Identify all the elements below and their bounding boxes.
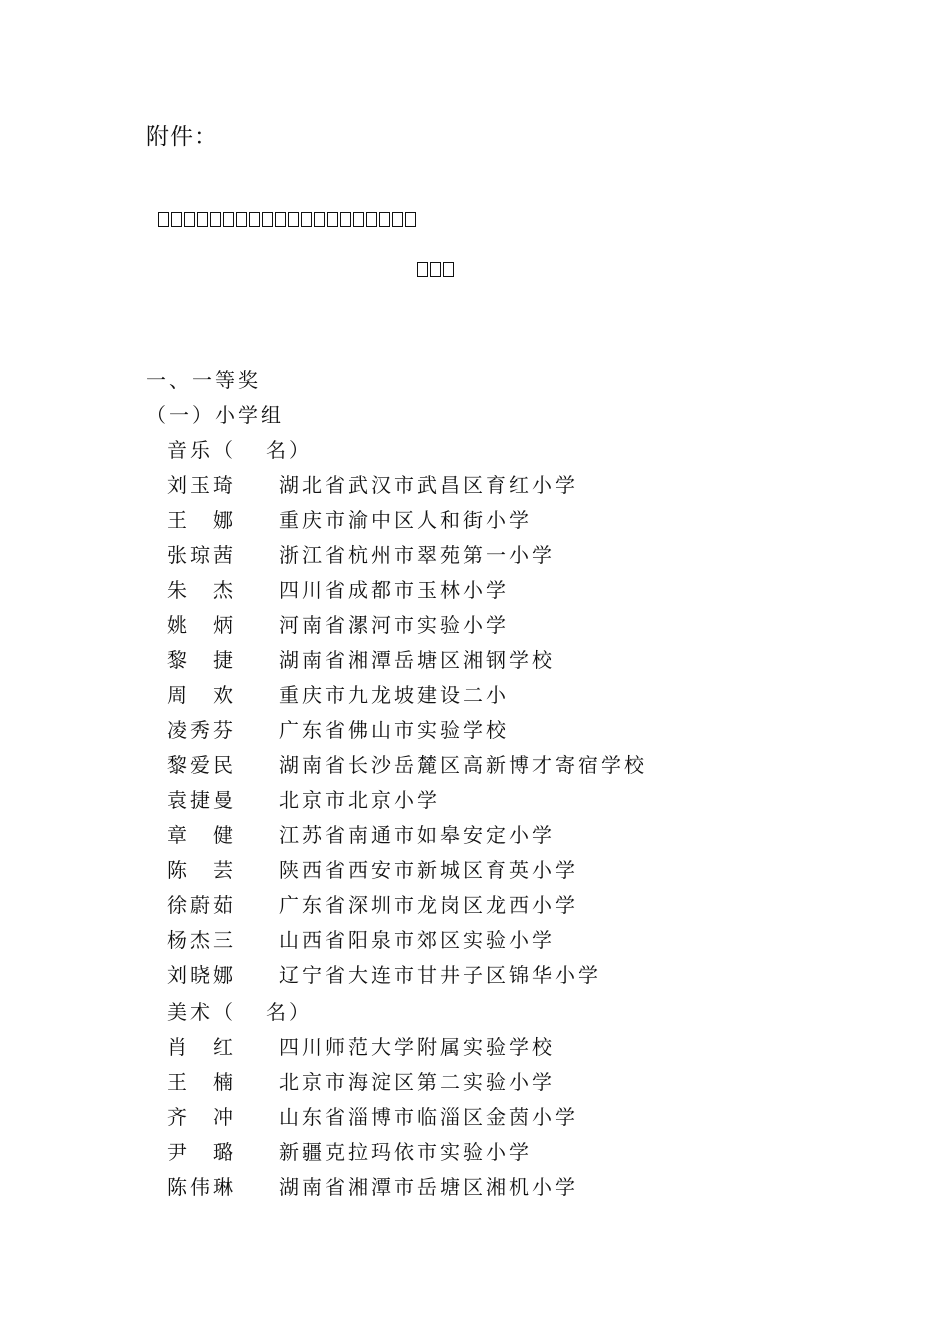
list-item [167,683,509,707]
title-glyph-box [392,212,403,227]
list-item [167,963,601,987]
list-item [167,648,555,672]
title-glyph-box [366,212,377,227]
winner-name: 陈伟琳 [167,1175,236,1199]
list-item [167,788,440,812]
list-item [167,893,578,917]
school-name: 重庆市渝中区人和街小学 [279,508,532,532]
school-name: 北京市海淀区第二实验小学 [279,1070,555,1094]
music-group-label [167,438,312,462]
winner-name: 陈 芸 [167,858,236,882]
winner-name: 张琼茜 [167,543,236,567]
school-name: 浙江省杭州市翠苑第一小学 [279,543,555,567]
school-name: 广东省佛山市实验学校 [279,718,509,742]
winner-name: 朱 杰 [167,578,236,602]
attachment-label: 附件： [146,124,218,150]
title-glyph-box [184,212,195,227]
winner-name: 刘玉琦 [167,473,236,497]
school-name: 新疆克拉玛依市实验小学 [279,1140,532,1164]
music-group-label-a: 音乐（ [167,438,236,462]
winner-name: 杨杰三 [167,928,236,952]
subsection-heading: （一）小学组 [146,403,284,427]
school-name: 陕西省西安市新城区育英小学 [279,858,578,882]
list-item [167,1070,555,1094]
school-name: 湖南省长沙岳麓区高新博才寄宿学校 [279,753,647,777]
title-glyph-box [405,212,416,227]
title-glyph-box [301,212,312,227]
list-item [167,613,509,637]
title-glyph-box [327,212,338,227]
winner-name: 章 健 [167,823,236,847]
winner-name: 王 楠 [167,1070,236,1094]
list-item [167,928,555,952]
winner-name: 齐 冲 [167,1105,236,1129]
list-item [167,1175,578,1199]
school-name: 河南省漯河市实验小学 [279,613,509,637]
title-glyph-box [340,212,351,227]
section-heading: 一、一等奖 [146,368,261,392]
school-name: 湖北省武汉市武昌区育红小学 [279,473,578,497]
title-glyph-box [262,212,273,227]
list-item [167,753,647,777]
title-glyph-box [249,212,260,227]
title-glyph-box [430,262,441,277]
title-line-2 [417,262,456,277]
title-glyph-box [353,212,364,227]
school-name: 北京市北京小学 [279,788,440,812]
school-name: 湖南省湘潭岳塘区湘钢学校 [279,648,555,672]
list-item [167,1035,555,1059]
list-item [167,1140,532,1164]
list-item [167,718,509,742]
list-item [167,578,509,602]
title-glyph-box [288,212,299,227]
school-name: 辽宁省大连市甘井子区锦华小学 [279,963,601,987]
title-glyph-box [171,212,182,227]
winner-name: 周 欢 [167,683,236,707]
school-name: 四川省成都市玉林小学 [279,578,509,602]
title-line-1 [158,212,418,227]
winner-name: 黎 捷 [167,648,236,672]
school-name: 湖南省湘潭市岳塘区湘机小学 [279,1175,578,1199]
list-item [167,858,578,882]
title-glyph-box [379,212,390,227]
list-item [167,1105,578,1129]
art-group-label [167,1000,312,1024]
winner-name: 袁捷曼 [167,788,236,812]
school-name: 广东省深圳市龙岗区龙西小学 [279,893,578,917]
list-item [167,473,578,497]
list-item [167,543,555,567]
list-item [167,508,532,532]
winner-name: 凌秀芬 [167,718,236,742]
winner-name: 王 娜 [167,508,236,532]
winner-name: 尹 璐 [167,1140,236,1164]
title-glyph-box [443,262,454,277]
school-name: 四川师范大学附属实验学校 [279,1035,555,1059]
art-group-label-a: 美术（ [167,1000,236,1024]
title-glyph-box [210,212,221,227]
school-name: 山西省阳泉市郊区实验小学 [279,928,555,952]
list-item [167,823,555,847]
winner-name: 黎爱民 [167,753,236,777]
winner-name: 刘晓娜 [167,963,236,987]
title-glyph-box [158,212,169,227]
title-glyph-box [417,262,428,277]
winner-name: 姚 炳 [167,613,236,637]
title-glyph-box [223,212,234,227]
title-glyph-box [275,212,286,227]
art-group-label-b: 名） [266,1000,312,1024]
school-name: 山东省淄博市临淄区金茵小学 [279,1105,578,1129]
school-name: 江苏省南通市如皋安定小学 [279,823,555,847]
school-name: 重庆市九龙坡建设二小 [279,683,509,707]
title-glyph-box [236,212,247,227]
winner-name: 徐蔚茹 [167,893,236,917]
title-glyph-box [197,212,208,227]
winner-name: 肖 红 [167,1035,236,1059]
title-glyph-box [314,212,325,227]
music-group-label-b: 名） [266,438,312,462]
